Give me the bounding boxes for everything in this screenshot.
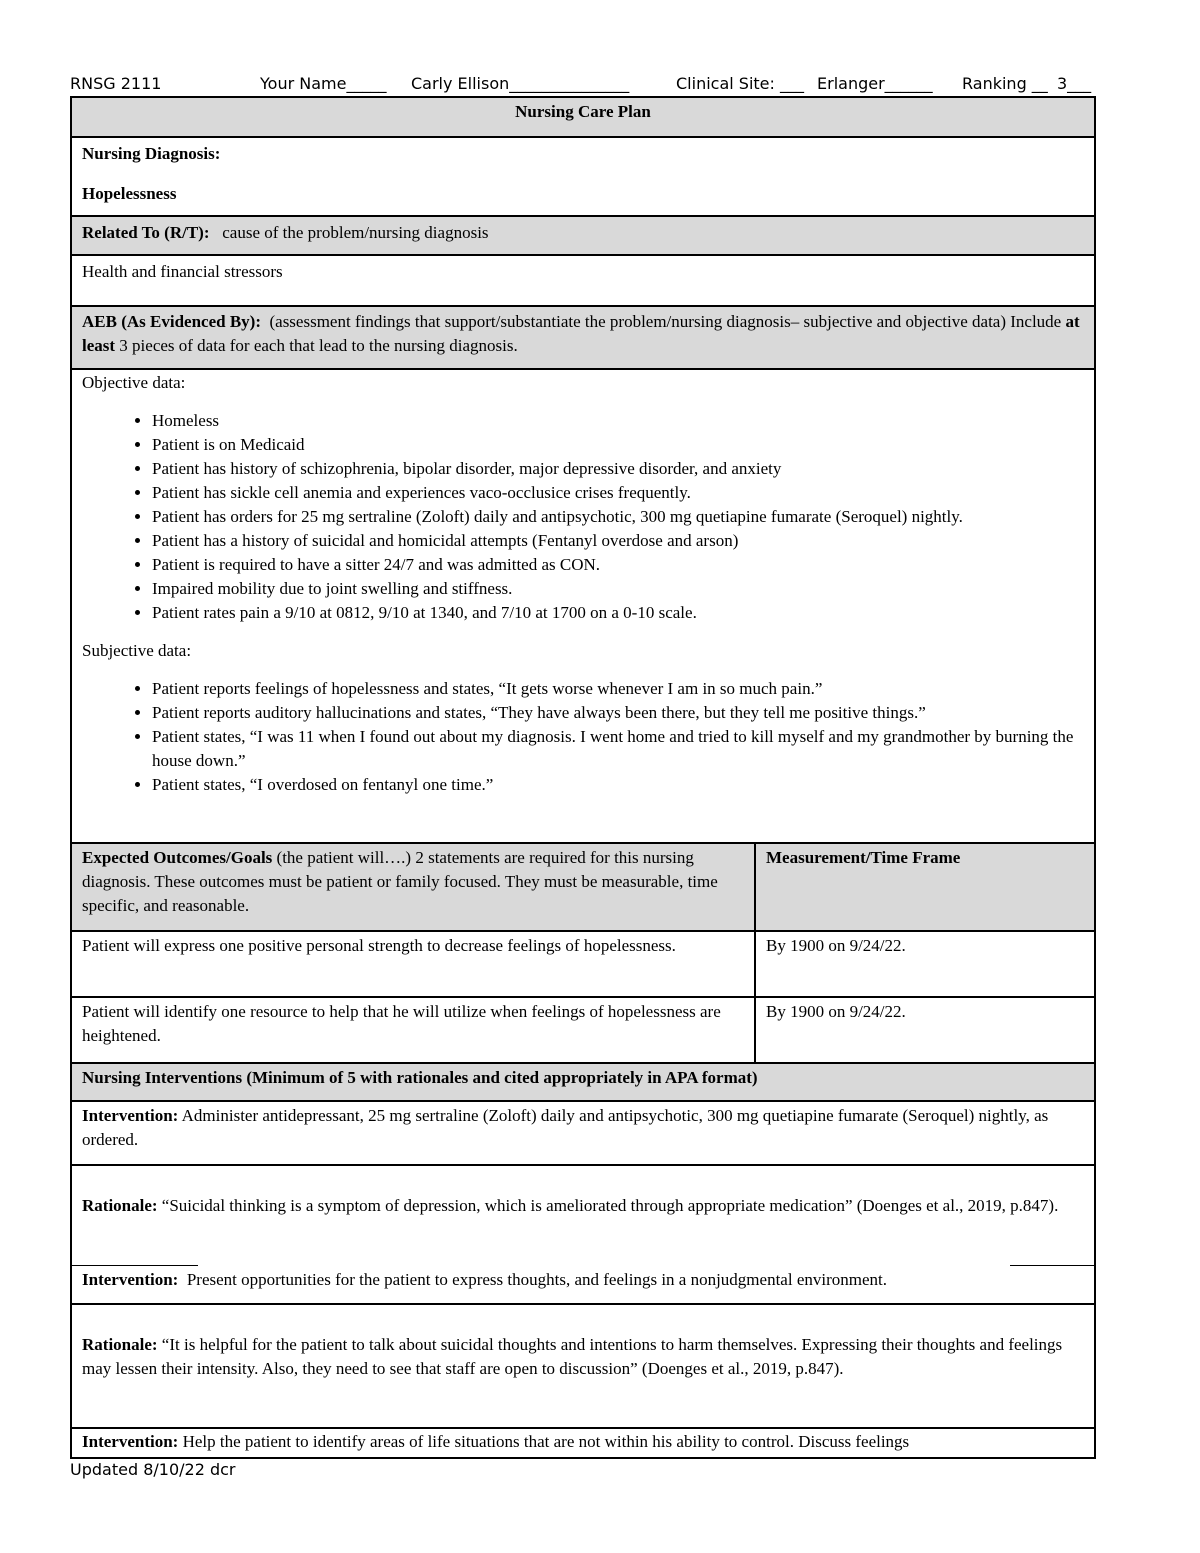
aeb-header (72, 307, 1094, 370)
course-code: RNSG 2111 (70, 74, 162, 93)
rationale-text: “It is helpful for the patient to talk about suicidal thoughts and intentions to harm themselves. Expressing their thoughts and feelings may lessen their intensity. Also, they need to see that staff are open to discussion” (Doenges et al., 2019, p.847). (82, 1335, 1063, 1378)
ranking-value: 3___ (1057, 74, 1092, 93)
intervention-text: Help the patient to identify areas of life situations that are not within his ability to control. Discuss feelings (182, 1432, 910, 1451)
outcome-row (72, 932, 1094, 998)
objective-item: • Patient has history of schizophrenia, bipolar disorder, major depressive disorder, and anxiety (152, 457, 1084, 481)
outcomes-header-right (756, 844, 1094, 930)
intervention-row (72, 1102, 1094, 1166)
aeb-label: AEB (As Evidenced By): (82, 312, 261, 331)
rationale-row (72, 1305, 1094, 1429)
measurement-label: Measurement/Time Frame (766, 848, 961, 867)
objective-label: Objective data: (82, 373, 186, 392)
outcome-time: By 1900 on 9/24/22. (766, 936, 906, 955)
subjective-item: • Patient states, “I overdosed on fentanyl one time.” (152, 773, 1084, 797)
subjective-item: • Patient states, “I was 11 when I found out about my diagnosis. I went home and tried to kill myself and my grandmother by burning the house down.” (152, 725, 1084, 773)
outcome-goal: Patient will express one positive personal strength to decrease feelings of hopelessness. (72, 932, 756, 996)
intervention-text: Administer antidepressant, 25 mg sertraline (Zoloft) daily and antipsychotic, 300 mg quetiapine fumarate (Seroquel) nightly, as ordered. (82, 1106, 1049, 1149)
objective-item: • Patient has sickle cell anemia and experiences vaco-occlusice crises frequently. (152, 481, 1084, 505)
objective-item: • Patient rates pain a 9/10 at 0812, 9/10 at 1340, and 7/10 at 1700 on a 0-10 scale. (152, 601, 1084, 625)
intervention-label: Intervention: (82, 1106, 179, 1125)
objective-item: • Patient is required to have a sitter 24/7 and was admitted as CON. (152, 553, 1084, 577)
rationale-text: “Suicidal thinking is a symptom of depression, which is ameliorated through appropriate medication” (Doenges et al., 2019, p.847). (161, 1196, 1059, 1215)
interventions-header-text: Nursing Interventions (Minimum of 5 with rationales and cited appropriately in APA format) (82, 1068, 758, 1087)
outcomes-header-left (72, 844, 756, 930)
objective-item: • Patient has orders for 25 mg sertraline (Zoloft) daily and antipsychotic, 300 mg quetiapine fumarate (Seroquel) nightly. (152, 505, 1084, 529)
intervention-label: Intervention: (82, 1432, 179, 1451)
ranking-label: Ranking __ (962, 74, 1048, 93)
related-to-label: Related To (R/T): (82, 223, 210, 242)
rationale-label: Rationale: (82, 1196, 158, 1215)
subjective-item: • Patient reports feelings of hopelessness and states, “It gets worse whenever I am in so much pain.” (152, 677, 1084, 701)
interventions-header (72, 1064, 1094, 1102)
site-value: Erlanger______ (817, 74, 933, 93)
page-header (70, 74, 1100, 96)
aeb-data-section (72, 370, 1094, 844)
diagnosis-section (72, 138, 1094, 217)
related-to-value-row (72, 256, 1094, 307)
subjective-item: • Patient reports auditory hallucinations and states, “They have always been there, but they tell me positive things.” (152, 701, 1084, 725)
objective-list (82, 409, 1084, 625)
name-value: Carly Ellison_______________ (411, 74, 630, 93)
outcome-row (72, 998, 1094, 1064)
intervention-text: Present opportunities for the patient to express thoughts, and feelings in a nonjudgmental environment. (186, 1270, 887, 1289)
aeb-hint-end: 3 pieces of data for each that lead to the nursing diagnosis. (119, 336, 518, 355)
objective-item: • Impaired mobility due to joint swelling and stiffness. (152, 577, 1084, 601)
subjective-label: Subjective data: (82, 641, 192, 660)
intervention-row (72, 1429, 1094, 1457)
objective-item: • Homeless (152, 409, 1084, 433)
outcome-goal: Patient will identify one resource to help that he will utilize when feelings of hopelessness are heightened. (72, 998, 756, 1062)
diagnosis-value: Hopelessness (82, 184, 177, 203)
diagnosis-label: Nursing Diagnosis: (82, 144, 221, 163)
site-label: Clinical Site: ___ (676, 74, 804, 93)
rationale-row (72, 1166, 1094, 1266)
outcomes-hint: (the patient will….) 2 statements are required for this nursing diagnosis. These outcomes must be patient or family focused. They must be measurable, time specific, and reasonable. (82, 848, 718, 915)
intervention-row (72, 1266, 1094, 1305)
intervention-label: Intervention: (82, 1270, 179, 1289)
subjective-list (82, 677, 1084, 797)
care-plan-form (70, 96, 1096, 1459)
rationale-label: Rationale: (82, 1335, 158, 1354)
outcomes-label: Expected Outcomes/Goals (82, 848, 273, 867)
aeb-hint-emphasis: at least (82, 312, 1080, 355)
related-to-hint: cause of the problem/nursing diagnosis (222, 223, 489, 242)
outcomes-header (72, 844, 1094, 932)
objective-item: • Patient has a history of suicidal and homicidal attempts (Fentanyl overdose and arson) (152, 529, 1084, 553)
form-title-text: Nursing Care Plan (515, 102, 651, 121)
related-to-header (72, 217, 1094, 256)
form-title (72, 98, 1094, 138)
objective-item: • Patient is on Medicaid (152, 433, 1084, 457)
aeb-hint: (assessment findings that support/substantiate the problem/nursing diagnosis– subjective and objective data) Include (269, 312, 1062, 331)
related-to-value: Health and financial stressors (82, 262, 283, 281)
outcome-time: By 1900 on 9/24/22. (766, 1002, 906, 1021)
page-footer: Updated 8/10/22 dcr (70, 1460, 236, 1479)
name-label: Your Name_____ (260, 74, 387, 93)
